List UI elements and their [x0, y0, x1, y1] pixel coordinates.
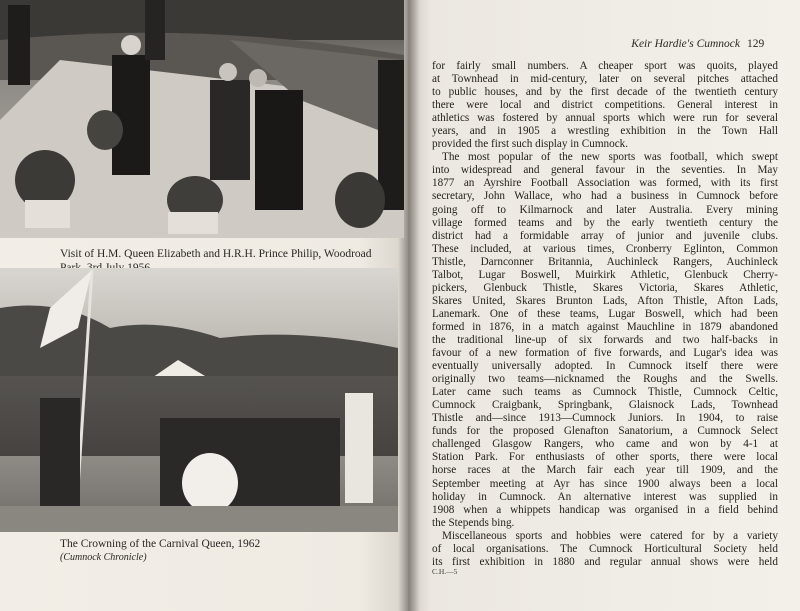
text-line: 1877 an Ayrshire Football Association was formed, with its first	[432, 177, 778, 190]
running-head: Keir Hardie's Cumnock	[631, 38, 740, 50]
page-number: 129	[747, 38, 765, 50]
text-line: going off to Kilmarnock and later Australia. Every mining	[432, 203, 778, 216]
body-text	[432, 60, 778, 569]
text-line: Miscellaneous sports and hobbies were catered for by a variety	[442, 529, 778, 542]
photo-royal-visit	[0, 0, 404, 238]
text-line: into widespread and general favour in the seventies. In May	[432, 164, 778, 177]
text-line: there were local and district competitions. General interest in	[432, 99, 778, 112]
text-line: the traditional line-up of six forwards and two half-backs in	[432, 333, 778, 346]
text-line: athletics was fostered by annual sports which were run for several	[432, 112, 778, 125]
signature-mark: C.H.—5	[432, 567, 458, 576]
text-line: 1908 when a whippets handicap was organised in a field behind	[432, 503, 778, 516]
text-line: formed in 1876, in a match against Mauchline in 1879 abandoned	[432, 320, 778, 333]
text-line: the Stepends bing.	[432, 516, 515, 529]
text-line: Thistle, Darnconner Britannia, Auchinleck Rangers, Auchinleck	[432, 255, 778, 268]
text-line: September meeting at Ayr has since 1900 always been a local	[432, 477, 778, 490]
photo-carnival-queen	[0, 268, 398, 532]
text-line: Lanemark. One of these teams, Lugar Boswell, which had been	[432, 307, 778, 320]
text-line: at Townhead in mid-century, later on several pitches attached	[432, 73, 778, 86]
text-line: Thistle and—since 1913—Cumnock Juniors. In 1904, to raise	[432, 412, 778, 425]
text-line: provided the first such display in Cumnock.	[432, 138, 629, 151]
text-line: holiday in Cumnock. An alternative interest was supplied in	[432, 490, 778, 503]
text-line: secretary, John Wallace, who had a business in Cumnock before	[432, 190, 778, 203]
text-line: pickers, Glenbuck Thistle, Skares Victoria, Skares Athletic,	[432, 281, 778, 294]
caption-royal-visit: Visit of H.M. Queen Elizabeth and H.R.H. Prince Philip, Woodroad	[60, 248, 372, 260]
text-line: its first exhibition in 1880 and regular annual shows were held	[432, 555, 778, 568]
text-line: The most popular of the new sports was football, which swept	[442, 151, 778, 164]
text-line: Skares United, Skares Brunton Lads, Afton Thistle, Afton Lads,	[432, 294, 778, 307]
text-line: Talbot, Lugar Boswell, Muirkirk Athletic, Glenbuck Cherry-	[432, 268, 778, 281]
text-line: favour of a new formation of five forwards, and Lugar's idea was	[432, 347, 778, 360]
text-line: years, and in 1905 a wrestling exhibition in the Town Hall	[432, 125, 778, 138]
text-line: to public houses, and by the first decade of the twentieth century	[432, 86, 778, 99]
text-line: district had a formidable array of junior and juvenile clubs.	[432, 229, 778, 242]
text-line: originally two teams—nicknamed the Roughs and the Swells.	[432, 373, 778, 386]
text-line: challenged Glasgow Rangers, who came and won by 4-1 at	[432, 438, 778, 451]
text-line: These included, at various times, Cronberry Eglinton, Common	[432, 242, 778, 255]
text-line: horse races at the March fair each year till 1909, and the	[432, 464, 778, 477]
text-line: Station Park. For enthusiasts of other sports, there were local	[432, 451, 778, 464]
caption-carnival-queen-source: (Cumnock Chronicle)	[60, 552, 147, 563]
caption-carnival-queen-main: The Crowning of the Carnival Queen, 1962	[60, 538, 261, 550]
text-line: village formed teams and by the early twentieth century the	[432, 216, 778, 229]
text-line: Later came such teams as Cumnock Thistle, Cumnock Celtic,	[432, 386, 778, 399]
text-line: eventually universally adopted. In Cumnock itself there were	[432, 360, 778, 373]
text-line: for fairly small numbers. A cheaper sport was quoits, played	[432, 60, 778, 72]
text-line: of local organisations. The Cumnock Horticultural Society held	[432, 542, 778, 555]
caption-carnival-queen	[60, 537, 380, 565]
text-line: Cumnock Craigbank, Springbank, Glaisnock Lads, Townhead	[432, 399, 778, 412]
text-line: funds for the proposed Glenafton Sanatorium, a Cumnock Select	[432, 425, 778, 438]
